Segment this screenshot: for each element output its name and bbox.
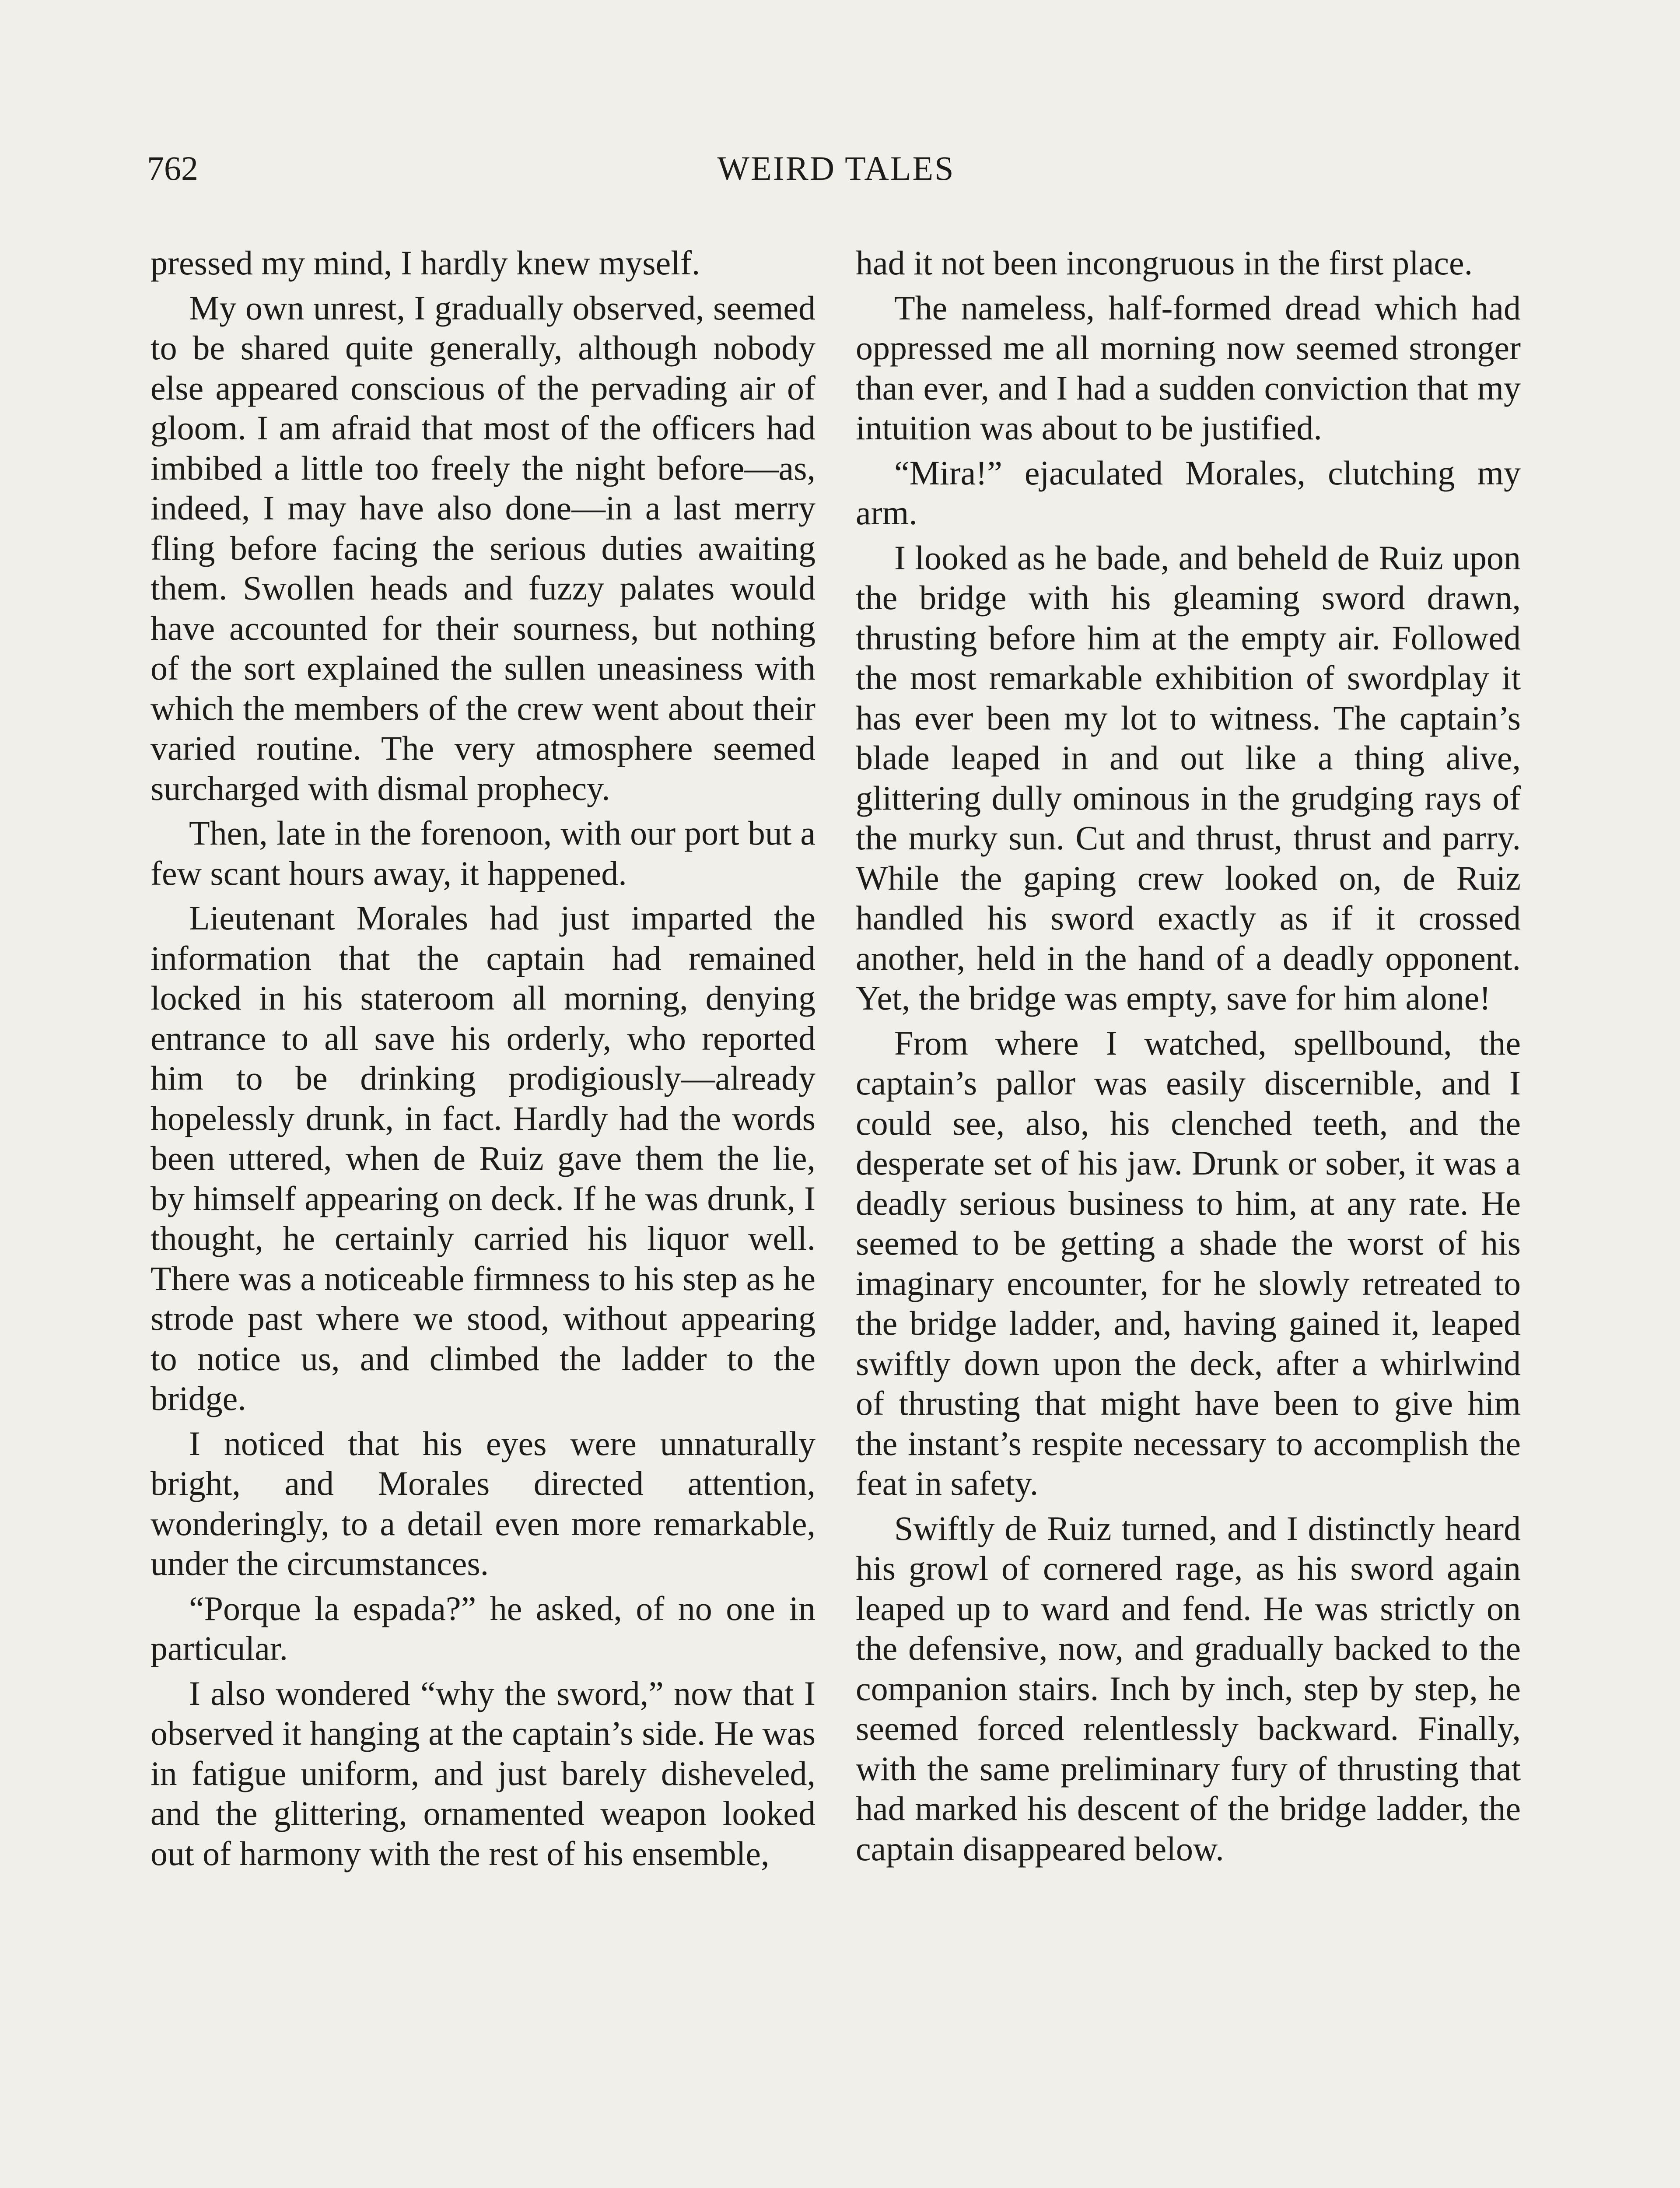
page-header <box>147 144 1525 193</box>
paragraph: I looked as he bade, and beheld de Ruiz upon the bridge with his gleaming sword drawn, thrusting before him at the empty air. Followed the most remarkable exhibition of swordplay it has ever been my lot to witness. The captain’s blade leaped in and out like a thing alive, glittering dully ominous in the grudging rays of the murky sun. Cut and thrust, thrust and parry. While the gaping crew looked on, de Ruiz handled his sword exactly as if it crossed another, held in the hand of a deadly opponent. Yet, the bridge was empty, save for him alone! <box>856 538 1521 1017</box>
paragraph: pressed my mind, I hardly knew myself. <box>150 244 700 282</box>
paragraph: “Porque la espada?” he asked, of no one in particular. <box>150 1589 816 1667</box>
paragraph: Swiftly de Ruiz turned, and I distinctly heard his growl of cornered rage, as his sword again leaped up to ward and fend. He was strictly on the defensive, now, and gradually backed to the companion stairs. Inch by inch, step by step, he seemed forced relentlessly backward. Finally, with the same preliminary fury of thrusting that had marked his descent of the bridge ladder, the captain disappeared below. <box>856 1509 1521 1868</box>
right-text-column <box>856 243 1521 1873</box>
paragraph: had it not been incongruous in the first place. <box>856 244 1473 282</box>
running-head-title: WEIRD TALES <box>717 149 955 187</box>
paragraph: The nameless, half-formed dread which had oppressed me all morning now seemed stronger than ever, and I had a sudden conviction that my intuition was about to be justified. <box>856 288 1521 447</box>
paragraph: From where I watched, spellbound, the captain’s pallor was easily discernible, and I could see, also, his clenched teeth, and the desperate set of his jaw. Drunk or sober, it was a deadly serious business to him, at any rate. He seemed to be getting a shade the worst of his imaginary encounter, for he slowly retreated to the bridge ladder, and, having gained it, leaped swiftly down upon the deck, after a whirlwind of thrusting that might have been to give him the instant’s respite necessary to accomplish the feat in safety. <box>856 1024 1521 1502</box>
paragraph: I also wondered “why the sword,” now that I observed it hanging at the captain’s side. He was in fatigue uniform, and just barely disheveled, and the glittering, ornamented weapon looked out of harmony with the rest of his ensemble, <box>150 1674 816 1872</box>
left-text-column <box>150 243 816 1878</box>
paragraph: My own unrest, I gradually observed, seemed to be shared quite generally, although nobody else appeared conscious of the pervading air of gloom. I am afraid that most of the officers had imbibed a little too freely the night before—as, indeed, I may have also done—in a last merry fling before facing the serious duties awaiting them. Swollen heads and fuzzy palates would have accounted for their sourness, but nothing of the sort explained the sullen uneasiness with which the members of the crew went about their varied routine. The very atmosphere seemed surcharged with dismal prophecy. <box>150 288 816 807</box>
paragraph: “Mira!” ejaculated Morales, clutching my arm. <box>856 453 1521 532</box>
paragraph: Lieutenant Morales had just imparted the information that the captain had remained locked in his stateroom all morning, denying entrance to all save his orderly, who reported him to be drinking prodigiously—already hopelessly drunk, in fact. Hardly had the words been uttered, when de Ruiz gave them the lie, by himself appearing on deck. If he was drunk, I thought, he certainly carried his liquor well. There was a noticeable firmness to his step as he strode past where we stood, without appearing to notice us, and climbed the ladder to the bridge. <box>150 899 816 1417</box>
paragraph: Then, late in the forenoon, with our port but a few scant hours away, it happened. <box>150 814 816 892</box>
paragraph: I noticed that his eyes were unnaturally bright, and Morales directed attention, wonderingly, to a detail even more remarkable, under the circumstances. <box>150 1424 816 1582</box>
page-number: 762 <box>147 149 198 187</box>
